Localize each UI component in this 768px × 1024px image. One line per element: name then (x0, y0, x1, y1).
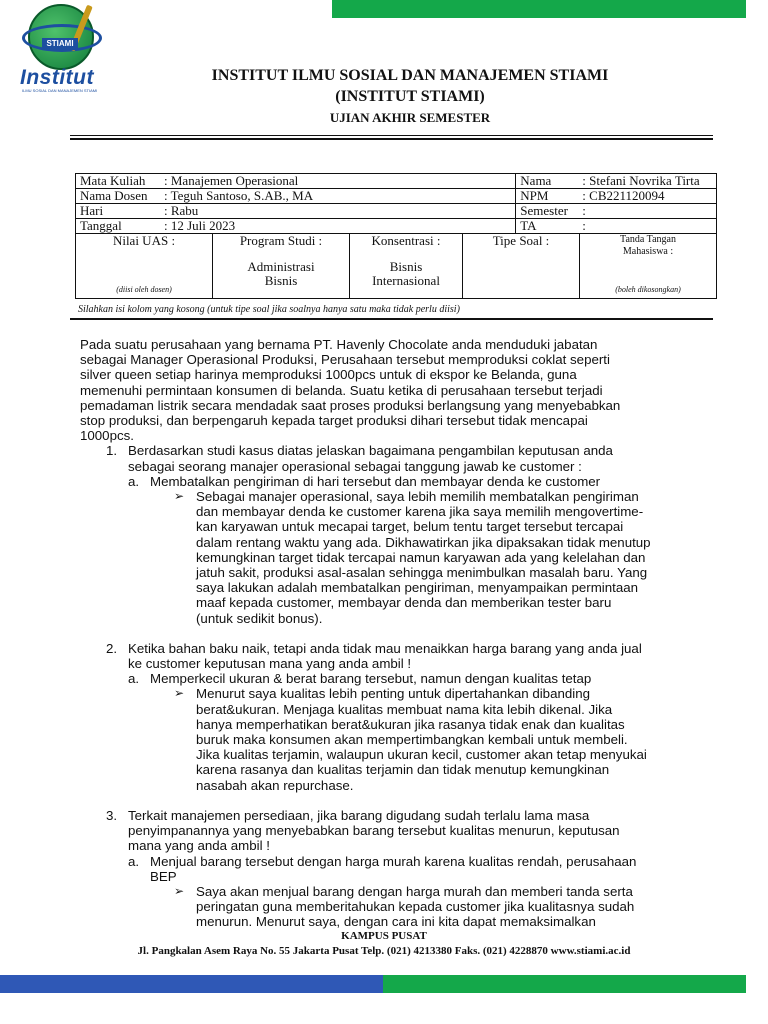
answer-line: dan membayar denda ke customer karena jika saya memilih mengovertime- (196, 504, 644, 520)
option-a (80, 474, 720, 489)
institut-stiami-logo (20, 4, 112, 94)
answer-line: jatuh sakit, produksi asal-asalan sehingga menimbulkan masalah baru. Yang (196, 565, 648, 581)
answer-line: hanya memperhatikan berat&ukuran jika rasanya tidak enak dan kualitas (196, 716, 625, 732)
answer-1 (80, 489, 720, 626)
intro-line: pemadaman listrik secara mendadak saat proses produksi berlangsung yang menyebabkan (80, 397, 621, 413)
day-value: : Rabu (164, 203, 199, 218)
instruction-note: Silahkan isi kolom yang kosong (untuk tipe soal jika soalnya hanya satu maka tidak perlu diisi) (78, 304, 460, 315)
day-label: Hari (80, 203, 104, 218)
spacer (80, 793, 720, 808)
option-letter: a. (128, 853, 140, 869)
answer-line: kemungkinan target tidak tercapai namun karyawan ada yang kelelahan dan (196, 549, 646, 565)
npm-cell (516, 189, 717, 204)
signature-cell (580, 234, 717, 299)
answer-line: Jika kualitas terjamin, walaupun ukuran kecil, customer akan tetap menyukai (196, 747, 647, 763)
question-2 (80, 641, 720, 671)
semester-label: Semester (520, 203, 568, 218)
answer-line: maaf kepada customer, membayar denda dan memberikan tester baru (196, 595, 612, 611)
question-1 (80, 443, 720, 473)
option-line: Membatalkan pengiriman di hari tersebut dan membayar denda ke customer (150, 473, 601, 489)
name-value: : Stefani Novrika Tirta (582, 173, 700, 188)
header-rule-thick (70, 138, 713, 140)
ta-value: : (582, 218, 586, 233)
course-cell (76, 174, 516, 189)
concentration-cell (350, 234, 463, 299)
concentration-value-line2: Internasional (372, 273, 440, 288)
header-rule-thin (70, 135, 713, 136)
answer-line: karena rasanya dan kualitas terjamin dan tidak menutup kemungkinan (196, 762, 610, 778)
option-letter: a. (128, 671, 140, 687)
date-label: Tanggal (80, 218, 122, 233)
course-label: Mata Kuliah (80, 173, 146, 188)
option-a (80, 671, 720, 686)
answer-line: Menurut saya kualitas lebih penting untuk dipertahankan dibanding (196, 686, 591, 702)
question-3 (80, 808, 720, 854)
bottom-green-bar (383, 975, 746, 993)
question-line: Berdasarkan studi kasus diatas jelaskan bagaimana pengambilan keputusan anda (128, 443, 613, 459)
answer-line: peringatan guna memberitahukan kepada customer jika kualitasnya sudah (196, 899, 635, 915)
institution-title: INSTITUT ILMU SOSIAL DAN MANAJEMEN STIAMI (211, 67, 609, 84)
intro-line: sebagai Manager Operasional Produksi, Perusahaan tersebut memproduksi coklat seperti (80, 352, 610, 368)
question-line: Ketika bahan baku naik, tetapi anda tidak mau menaikkan harga barang yang anda jual (128, 640, 642, 656)
logo-badge: STIAMI (42, 38, 78, 50)
answer-line: Sebagai manajer operasional, saya lebih memilih membatalkan pengiriman (196, 489, 639, 505)
question-number: 1. (106, 443, 118, 459)
question-number: 2. (106, 640, 118, 656)
answer-line: dalam rentang waktu yang ada. Dikhawatirkan jika dipaksakan tidak menutup (196, 534, 651, 550)
arrow-bullet-icon: ➢ (174, 686, 185, 701)
arrow-bullet-icon: ➢ (174, 489, 185, 504)
score-note: (diisi oleh dosen) (116, 285, 172, 294)
answer-line: buruk maka konsumen akan mempertimbangkan kembali untuk membeli. (196, 732, 628, 748)
question-line: Terkait manajemen persediaan, jika barang digudang sudah terlalu lama masa (128, 807, 590, 823)
date-value: : 12 Juli 2023 (164, 218, 236, 233)
intro-line: Pada suatu perusahaan yang bernama PT. Havenly Chocolate anda menduduki jabatan (80, 337, 598, 352)
intro-line: memenuhi permintaan konsumen di belanda. Suatu ketika di perusahaan tersebut terjadi (80, 382, 603, 398)
option-a (80, 854, 720, 884)
score-cell (76, 234, 213, 299)
lecturer-cell (76, 189, 516, 204)
question-line: sebagai seorang manajer operasional sebagai tanggung jawab ke customer : (128, 458, 582, 474)
footer-address: Jl. Pangkalan Asem Raya No. 55 Jakarta Pusat Telp. (021) 4213380 Faks. (021) 4228870 www.stiami.ac.id (137, 945, 631, 957)
spacer (80, 626, 720, 641)
intro-line: silver queen setiap harinya memproduksi 1000pcs untuk di ekspor ke Belanda, guna (80, 367, 577, 383)
score-label: Nilai UAS : (112, 233, 176, 248)
program-value-line1: Administrasi (247, 259, 315, 274)
signature-label-line1: Tanda Tangan (620, 234, 676, 245)
answer-line: saya lakukan adalah membatalkan pengiriman, menyampaikan permintaan (196, 580, 639, 596)
arrow-bullet-icon: ➢ (174, 883, 185, 898)
program-label: Program Studi : (239, 233, 323, 248)
name-label: Nama (520, 173, 552, 188)
bottom-blue-bar (0, 975, 383, 993)
exam-body (80, 337, 720, 930)
concentration-label: Konsentrasi : (371, 233, 441, 248)
top-green-bar (332, 0, 746, 18)
option-letter: a. (128, 473, 140, 489)
question-type-cell (463, 234, 580, 299)
program-cell (213, 234, 350, 299)
answer-line: kan karyawan untuk mecapai target, belum tentu target tersebut tercapai (196, 519, 624, 535)
semester-cell (516, 204, 717, 219)
intro-line: 1000pcs. (80, 428, 134, 444)
exam-info-table (75, 173, 717, 299)
answer-3 (80, 884, 720, 930)
answer-line: berat&ukuran. Menjaga kualitas membuat nama kita lebih dikenal. Jika (196, 701, 613, 717)
intro-line: stop produksi, dan berpengaruh kepada target produksi dihari tersebut tidak mencapai (80, 413, 588, 429)
logo-subtitle: ILMU SOSIAL DAN MANAJEMEN STIAMI (22, 88, 98, 93)
question-number: 3. (106, 807, 118, 823)
day-cell (76, 204, 516, 219)
option-line: Memperkecil ukuran & berat barang tersebut, namun dengan kualitas tetap (150, 671, 592, 687)
logo-word: Institut (20, 66, 94, 89)
option-line: BEP (150, 868, 177, 884)
answer-line: Saya akan menjual barang dengan harga murah dan memberi tanda serta (196, 883, 633, 899)
exam-title: UJIAN AKHIR SEMESTER (329, 110, 491, 125)
concentration-value-line1: Bisnis (389, 259, 423, 274)
answer-line: (untuk sedikit bonus). (196, 610, 323, 626)
signature-label-line2: Mahasiswa : (622, 246, 674, 257)
lecturer-value: : Teguh Santoso, S.AB., MA (164, 188, 314, 203)
question-type-label: Tipe Soal : (492, 233, 550, 248)
npm-value: : CB221120094 (582, 188, 665, 203)
option-line: Menjual barang tersebut dengan harga murah karena kualitas rendah, perusahaan (150, 853, 637, 869)
answer-line: nasabah akan repurchase. (196, 777, 354, 793)
footer-title: KAMPUS PUSAT (341, 930, 427, 942)
ta-cell (516, 219, 717, 234)
answer-2 (80, 686, 720, 792)
signature-note: (boleh dikosongkan) (615, 285, 681, 294)
ta-label: TA (520, 218, 537, 233)
institution-short: (INSTITUT STIAMI) (335, 88, 485, 105)
npm-label: NPM (520, 188, 549, 203)
course-value: : Manajemen Operasional (164, 173, 299, 188)
question-line: ke customer keputusan mana yang anda ambil ! (128, 656, 412, 672)
lecturer-label: Nama Dosen (80, 188, 148, 203)
program-value-line2: Bisnis (264, 273, 298, 288)
answer-line: menurun. Menurut saya, dengan cara ini kita dapat memaksimalkan (196, 914, 596, 930)
date-cell (76, 219, 516, 234)
question-line: mana yang anda ambil ! (128, 838, 270, 854)
instruction-rule (70, 318, 713, 320)
question-line: penyimpanannya yang menyebabkan barang tersebut kualitas menurun, keputusan (128, 823, 620, 839)
semester-value: : (582, 203, 586, 218)
student-name-cell (516, 174, 717, 189)
